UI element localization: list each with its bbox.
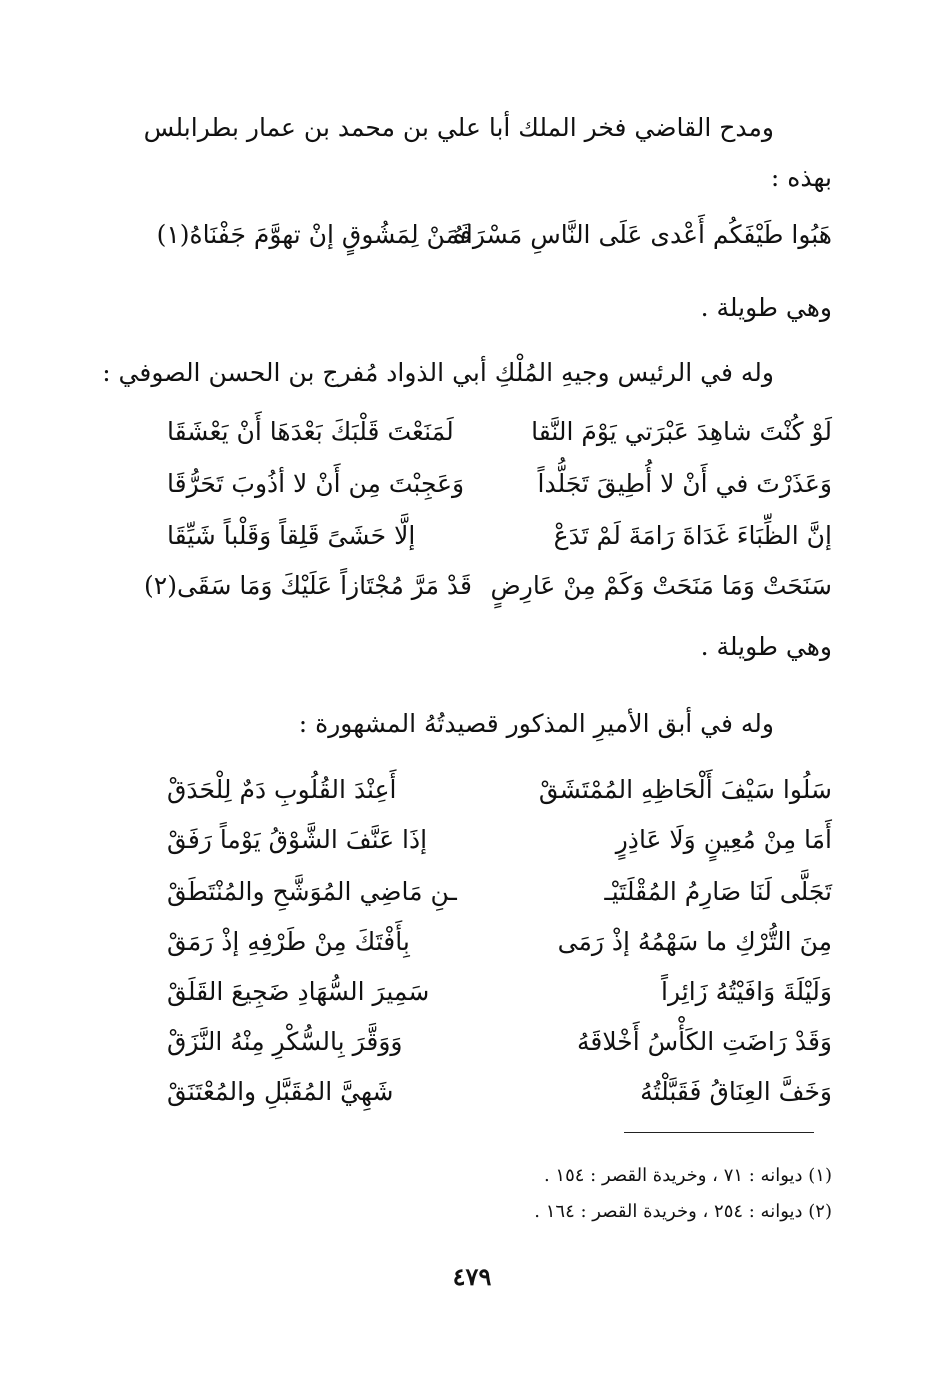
heading-poem-3: وله في أبق الأميرِ المذكور قصيدتُهُ المشهورة : bbox=[298, 709, 774, 738]
verse-second-hemistich: فَمَنْ لِمَشُوقٍ إنْ تهوَّمَ جَفْنَاهُ(١) bbox=[156, 220, 472, 249]
intro-line-2: بهذه : bbox=[770, 163, 832, 192]
page-number: ٤٧٩ bbox=[452, 1262, 492, 1291]
verse-second-hemistich: قَدْ مَرَّ مُجْتَازاً عَلَيْكَ وَمَا سَقَى(٢) bbox=[144, 571, 472, 600]
heading-poem-2: وله في الرئيس وجيهِ المُلْكِ أبي الذواد مُفرج بن الحسن الصوفي : bbox=[102, 358, 774, 387]
verse-second-hemistich: إذَا عَنَّفَ الشَّوْقُ يَوْماً رَفَقْ bbox=[167, 825, 428, 854]
footnote-1: (١) ديوانه : ٧١ ، وخريدة القصر : ١٥٤ . bbox=[543, 1165, 832, 1186]
verse-first-hemistich: تَجَلَّى لَنَا صَارِمُ المُقْلَتَيْـ bbox=[604, 877, 832, 906]
verse-first-hemistich: هَبُوا طَيْفَكُم أَعْدى عَلَى النَّاسِ مَسْرَاهُ bbox=[452, 220, 832, 249]
verse-first-hemistich: إنَّ الظِّبَاءَ غَدَاةَ رَامَةَ لَمْ تَدَعْ bbox=[553, 521, 832, 550]
verse-first-hemistich: مِنَ التُّرْكِ ما سَهْمُهُ إذْ رَمَى bbox=[557, 927, 832, 956]
verse-first-hemistich: وَقَدْ رَاضَتِ الكَأْسُ أَخْلاقَهُ bbox=[577, 1027, 832, 1056]
verse-first-hemistich: وَعَذَرْتَ في أَنْ لا أُطِيقَ تَجَلُّداً bbox=[537, 469, 832, 498]
verse-first-hemistich: وَخَفَّ العِنَاقُ فَقَبَّلْتُهُ bbox=[640, 1077, 832, 1106]
verse-second-hemistich: إلَّا حَشَىً قَلِقاً وَقَلْباً شَيِّقَا bbox=[167, 521, 416, 550]
verse-first-hemistich: سَلُوا سَيْفَ أَلْحَاظِهِ المُمْتَشَقْ bbox=[538, 775, 832, 804]
verse-second-hemistich: ـنِ مَاضِي المُوَشَّحِ والمُنْتَطَقْ bbox=[167, 877, 457, 906]
verse-first-hemistich: لَوْ كُنْتَ شاهِدَ عَبْرَتي يَوْمَ النَّقا bbox=[531, 417, 832, 446]
verse-second-hemistich: سَمِيرَ السُّهَادِ ضَجِيعَ القَلَقْ bbox=[167, 977, 430, 1006]
verse-second-hemistich: وَوَقَّرَ بِالسُّكْرِ مِنْهُ النَّزَقْ bbox=[167, 1027, 403, 1056]
footnote-2: (٢) ديوانه : ٢٥٤ ، وخريدة القصر : ١٦٤ . bbox=[534, 1201, 832, 1222]
note-long-poem-2: وهي طويلة . bbox=[700, 632, 832, 661]
verse-first-hemistich: أَمَا مِنْ مُعِينٍ وَلَا عَاذِرٍ bbox=[615, 825, 832, 854]
verse-second-hemistich: بِأَفْتَكَ مِنْ طَرْفِهِ إذْ رَمَقْ bbox=[167, 927, 410, 956]
note-long-poem-1: وهي طويلة . bbox=[700, 293, 832, 322]
verse-first-hemistich: سَنَحَتْ وَمَا مَنَحَتْ وَكَمْ مِنْ عَارِضٍ bbox=[490, 571, 832, 600]
verse-second-hemistich: وَعَجِبْتَ مِن أَنْ لا أذُوبَ تَحَرُّقَا bbox=[167, 469, 465, 498]
verse-second-hemistich: أَعِنْدَ القُلُوبِ دَمٌ لِلْحَدَقْ bbox=[167, 775, 397, 804]
verse-second-hemistich: شَهِيَّ المُقَبَّلِ والمُعْتَنَقْ bbox=[167, 1077, 394, 1106]
footnote-separator bbox=[624, 1132, 814, 1133]
verse-first-hemistich: وَلَيْلَةَ وَافَيْتُهُ زَائِراً bbox=[661, 977, 832, 1006]
intro-line-1: ومدح القاضي فخر الملك أبا علي بن محمد بن عمار بطرابلس bbox=[143, 113, 774, 142]
verse-second-hemistich: لَمَنَعْتَ قَلْبَكَ بَعْدَهَا أَنْ يَعْشَقَا bbox=[167, 417, 454, 446]
